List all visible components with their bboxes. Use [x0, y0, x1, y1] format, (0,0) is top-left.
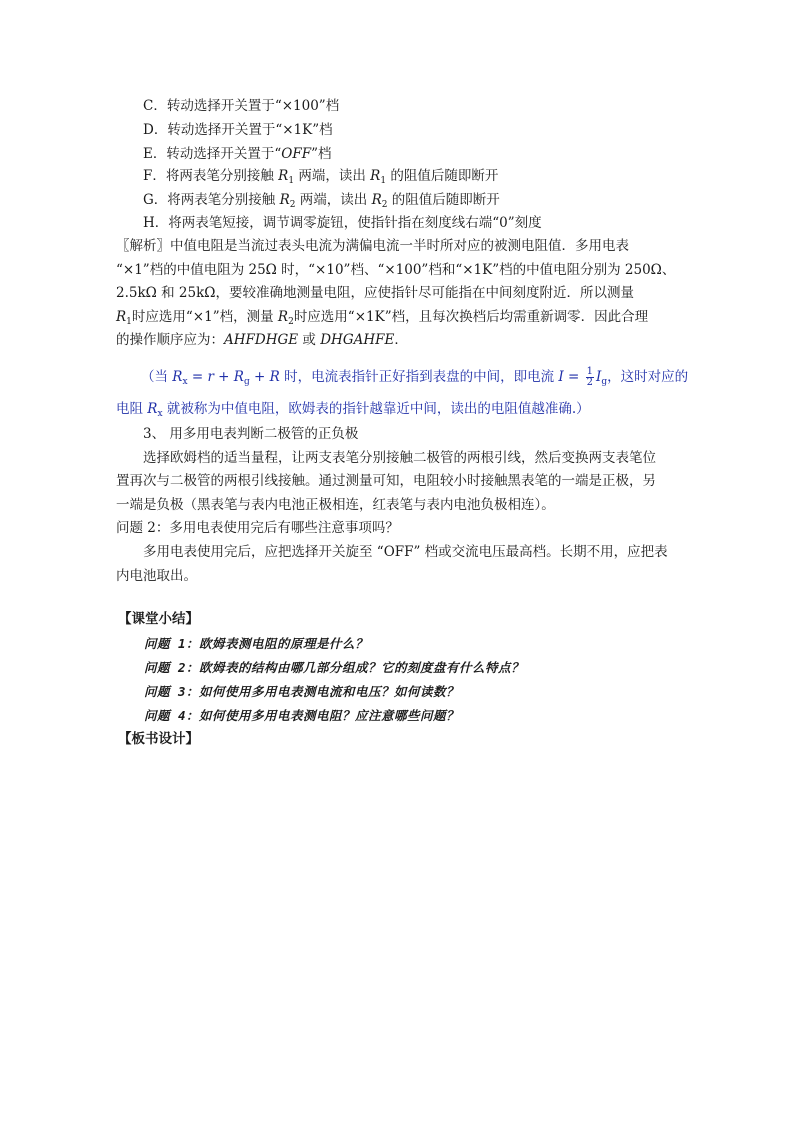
- answer-2-line-1: 多用电表使用完后，应把选择开关旋至 “OFF” 档或交流电压最高档。长期不用，应把表: [143, 544, 668, 560]
- board-design-heading: 【板书设计】: [118, 731, 199, 747]
- analysis-line-1: 〖解析〗中值电阻是当流过表头电流为满偏电流一半时所对应的被测电阻值．多用电表: [116, 238, 629, 254]
- option-f: F．将两表笔分别接触 $R_1$ 两端，读出 $R_1$ 的阻值后随即断开: [143, 168, 499, 186]
- summary-question-4: 问题 4：如何使用多用电表测电阻？应注意哪些问题？: [144, 708, 460, 723]
- section-3-paragraph-line-3: 一端是负极（黑表笔与表内电池正极相连，红表笔与表内电池负极相连）。: [116, 497, 555, 513]
- section-3-paragraph-line-2: 置再次与二极管的两根引线接触。通过测量可知，电阻较小时接触黑表笔的一端是正极，另: [116, 473, 656, 489]
- analysis-line-3: 2.5kΩ 和 25kΩ，要较准确地测量电阻，应使指针尽可能指在中间刻度附近．所以测量: [116, 285, 634, 301]
- option-e: E．转动选择开关置于“OFF”档: [143, 146, 332, 162]
- summary-question-2: 问题 2：欧姆表的结构由哪几部分组成？它的刻度盘有什么特点？: [144, 660, 525, 675]
- question-2: 问题 2：多用电表使用完后有哪些注意事项吗？: [116, 520, 399, 536]
- section-3-paragraph-line-1: 选择欧姆档的适当量程，让两支表笔分别接触二极管的两根引线，然后变换两支表笔位: [143, 450, 656, 466]
- analysis-line-4: $R_1$时应选用“×1”档，测量 $R_2$时应选用“×1K”档，且每次换档后均需重新调零．因此合理: [116, 309, 649, 327]
- option-h: H．将两表笔短接，调节调零旋钮，使指针指在刻度线右端“0”刻度: [143, 215, 542, 231]
- operation-sequence-2: DHGAHFE: [320, 332, 395, 348]
- option-g: G．将两表笔分别接触 $R_2$ 两端，读出 $R_2$ 的阻值后随即断开: [143, 192, 500, 210]
- one-half-fraction: $\frac{1}{2}$: [586, 366, 593, 388]
- section-3-heading: 3、 用多用电表判断二极管的正负极: [143, 426, 359, 442]
- summary-heading: 【课堂小结】: [118, 611, 199, 627]
- analysis-line-2: “×1”档的中值电阻为 25Ω 时，“×10”档、“×100”档和“×1K”档的中值电阻分别为 250Ω、: [116, 262, 676, 278]
- note-line-2: 电阻 $R_x$ 就被称为中值电阻，欧姆表的指针越靠近中间，读出的电阻值越准确.）: [116, 401, 590, 419]
- analysis-tag: 〖解析〗: [116, 238, 170, 254]
- option-d: D．转动选择开关置于“×1K”档: [143, 122, 333, 138]
- summary-question-1: 问题 1：欧姆表测电阻的原理是什么？: [144, 636, 369, 651]
- note-line-1: （当 $R_x = r + R_g + R$ 时，电流表指针正好指到表盘的中间，即电流 I = $\frac{1}{2}$ $I_g$，这时对应的: [141, 366, 689, 388]
- option-c: C．转动选择开关置于“×100”档: [143, 98, 340, 114]
- operation-sequence-1: AHFDHGE: [224, 332, 299, 348]
- answer-2-line-2: 内电池取出。: [116, 568, 197, 584]
- summary-question-3: 问题 3：如何使用多用电表测电流和电压？如何读数？: [144, 684, 460, 699]
- analysis-line-5: 的操作顺序应为：AHFDHGE 或 DHGAHFE．: [116, 332, 408, 348]
